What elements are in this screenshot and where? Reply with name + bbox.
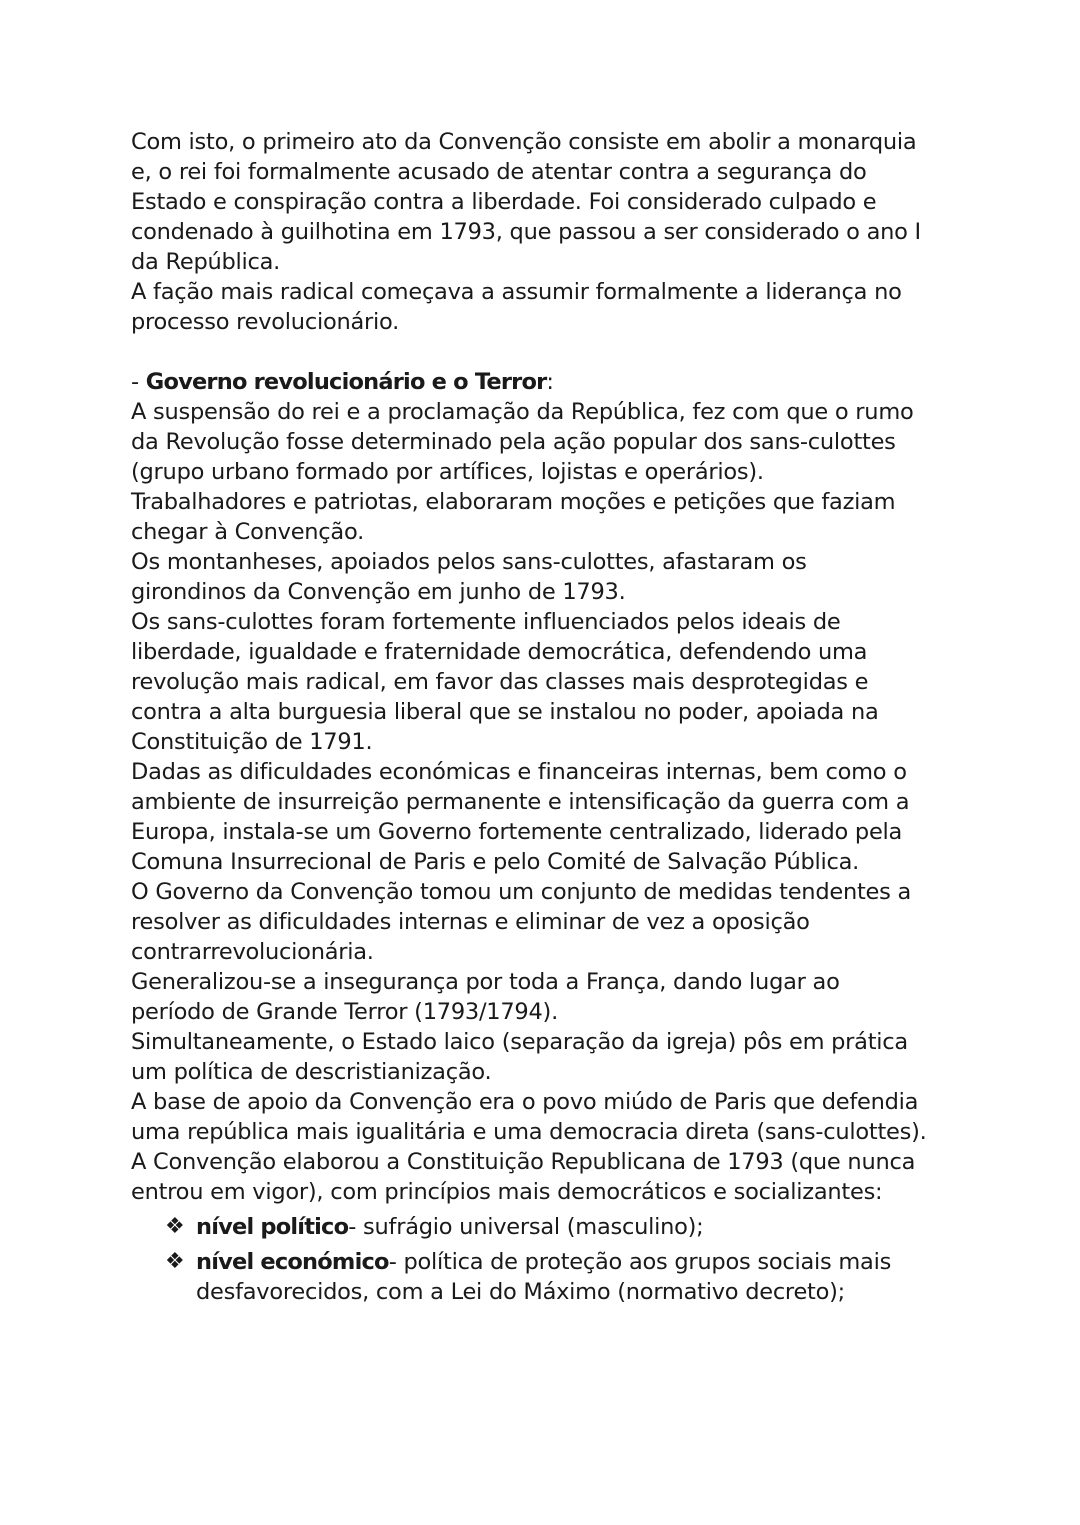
text-line: liberdade, igualdade e fraternidade democrática, defendendo uma xyxy=(131,639,868,665)
list-item xyxy=(131,1247,961,1307)
section-body xyxy=(131,397,961,1207)
text-line: ambiente de insurreição permanente e intensificação da guerra com a xyxy=(131,789,910,815)
bullet-text: - sufrágio universal (masculino); xyxy=(348,1214,704,1240)
text-line: Estado e conspiração contra a liberdade. Foi considerado culpado e xyxy=(131,189,877,215)
text-line: período de Grande Terror (1793/1794). xyxy=(131,999,558,1025)
text-line: A suspensão do rei e a proclamação da República, fez com que o rumo xyxy=(131,399,914,425)
text-line: O Governo da Convenção tomou um conjunto de medidas tendentes a xyxy=(131,879,912,905)
bullet-line xyxy=(196,1247,961,1277)
text-line: Os sans-culottes foram fortemente influenciados pelos ideais de xyxy=(131,609,841,635)
text-line: entrou em vigor), com princípios mais democráticos e socializantes: xyxy=(131,1179,883,1205)
text-line: da Revolução fosse determinado pela ação popular dos sans-culottes xyxy=(131,429,896,455)
text-line: Com isto, o primeiro ato da Convenção consiste em abolir a monarquia xyxy=(131,129,917,155)
text-line: A fação mais radical começava a assumir formalmente a liderança no xyxy=(131,279,902,305)
text-line: A Convenção elaborou a Constituição Republicana de 1793 (que nunca xyxy=(131,1149,916,1175)
paragraph-gap xyxy=(131,337,961,367)
text-line: um política de descristianização. xyxy=(131,1059,492,1085)
bullet-term: nível político xyxy=(196,1214,349,1240)
heading-prefix: - xyxy=(131,369,146,395)
heading-title: Governo revolucionário e o Terror xyxy=(145,369,547,395)
text-line: e, o rei foi formalmente acusado de atentar contra a segurança do xyxy=(131,159,867,185)
text-line: (grupo urbano formado por artífices, lojistas e operários). xyxy=(131,459,764,485)
diamond-bullet-icon: ❖ xyxy=(165,1249,185,1274)
text-line: uma república mais igualitária e uma democracia direta (sans-culottes). xyxy=(131,1119,927,1145)
text-line: condenado à guilhotina em 1793, que passou a ser considerado o ano I xyxy=(131,219,921,245)
text-line: resolver as dificuldades internas e eliminar de vez a oposição xyxy=(131,909,810,935)
text-line: Simultaneamente, o Estado laico (separação da igreja) pôs em prática xyxy=(131,1029,908,1055)
text-line: Generalizou-se a insegurança por toda a França, dando lugar ao xyxy=(131,969,840,995)
heading-suffix: : xyxy=(546,369,554,395)
bullet-line xyxy=(196,1212,961,1242)
text-line: contra a alta burguesia liberal que se instalou no poder, apoiada na xyxy=(131,699,879,725)
text-line: Os montanheses, apoiados pelos sans-culottes, afastaram os xyxy=(131,549,807,575)
text-line: chegar à Convenção. xyxy=(131,519,364,545)
bullet-term: nível económico xyxy=(196,1249,389,1275)
text-line: Comuna Insurrecional de Paris e pelo Comité de Salvação Pública. xyxy=(131,849,860,875)
text-line: Trabalhadores e patriotas, elaboraram moções e petições que faziam xyxy=(131,489,896,515)
text-line: Europa, instala-se um Governo fortemente centralizado, liderado pela xyxy=(131,819,903,845)
bullet-continuation: desfavorecidos, com a Lei do Máximo (normativo decreto); xyxy=(196,1279,845,1305)
list-item xyxy=(131,1212,961,1242)
diamond-bullet-icon: ❖ xyxy=(165,1214,185,1239)
intro-paragraph xyxy=(131,127,961,337)
text-line: revolução mais radical, em favor das classes mais desprotegidas e xyxy=(131,669,869,695)
text-line: contrarrevolucionária. xyxy=(131,939,374,965)
bullet-list xyxy=(131,1212,961,1307)
text-line: Constituição de 1791. xyxy=(131,729,373,755)
text-line: A base de apoio da Convenção era o povo miúdo de Paris que defendia xyxy=(131,1089,919,1115)
section-heading xyxy=(131,367,961,397)
text-line: Dadas as dificuldades económicas e financeiras internas, bem como o xyxy=(131,759,907,785)
text-line: girondinos da Convenção em junho de 1793. xyxy=(131,579,626,605)
text-line: da República. xyxy=(131,249,281,275)
text-line: processo revolucionário. xyxy=(131,309,400,335)
document-page xyxy=(131,127,961,1307)
bullet-text: - política de proteção aos grupos sociais mais xyxy=(388,1249,892,1275)
